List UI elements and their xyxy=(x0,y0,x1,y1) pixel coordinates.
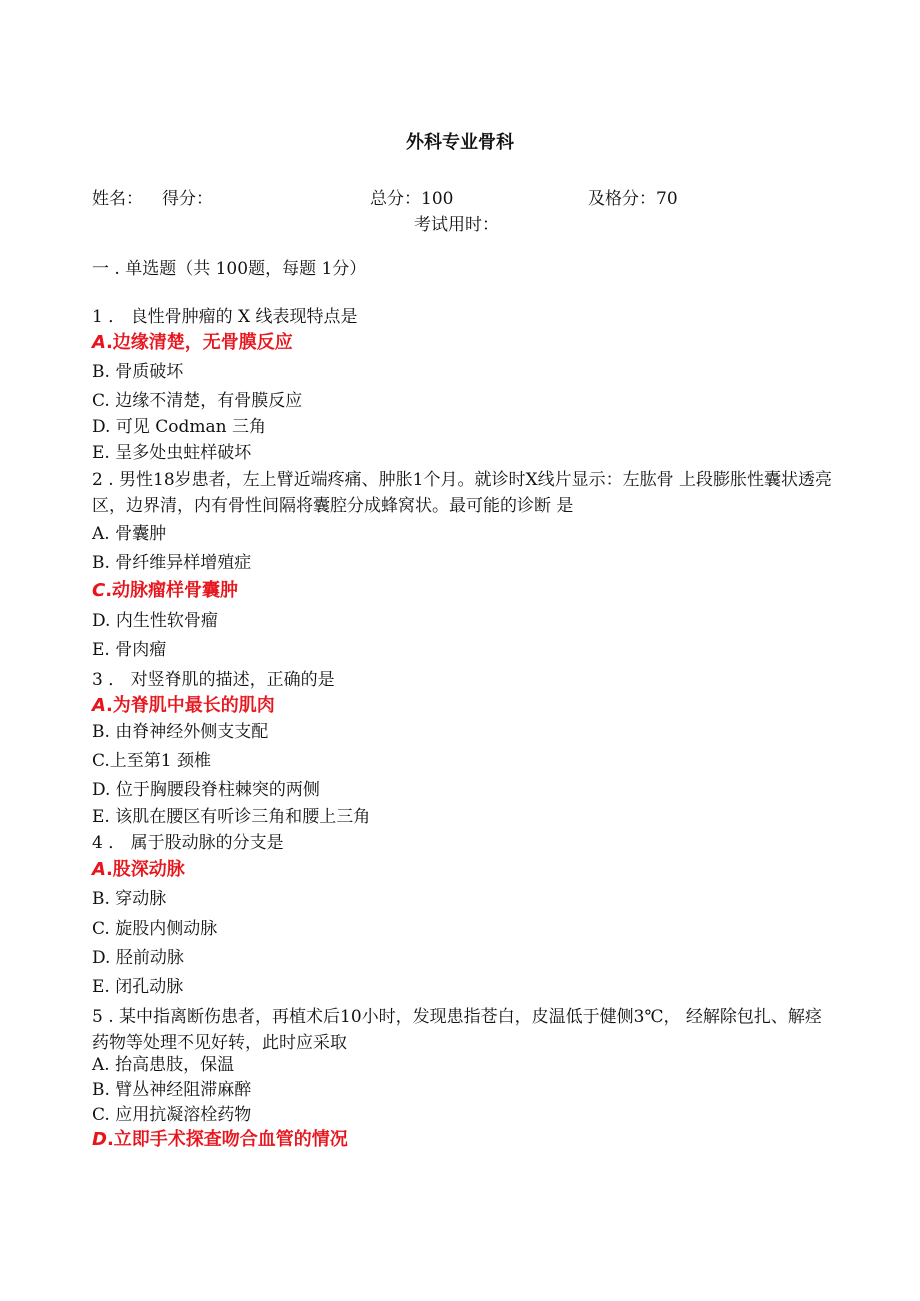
answer-option-correct xyxy=(92,1128,348,1152)
option-text: .边缘清楚，无骨膜反应 xyxy=(105,332,293,353)
answer-option xyxy=(92,749,211,773)
option-key: C xyxy=(92,391,105,411)
option-key: D xyxy=(92,611,106,631)
answer-option xyxy=(92,778,320,802)
option-key: A xyxy=(92,859,106,880)
answer-option xyxy=(92,1053,234,1077)
option-text: . 骨质破坏 xyxy=(104,362,184,382)
answer-option xyxy=(92,1078,251,1102)
option-key: A xyxy=(92,332,106,353)
answer-option xyxy=(92,522,166,546)
answer-option-correct xyxy=(92,579,238,603)
option-key: C xyxy=(92,751,105,771)
option-text: .立即手术探查吻合血管的情况 xyxy=(106,1129,348,1150)
answer-option xyxy=(92,389,302,413)
question-stem: 1 ． 良性骨肿瘤的 X 线表现特点是 xyxy=(92,307,358,327)
option-text: . 位于胸腰段脊柱棘突的两侧 xyxy=(105,780,320,800)
answer-option xyxy=(92,887,166,911)
exam-time-label: 考试用时： xyxy=(414,215,499,235)
option-text: . 闭孔动脉 xyxy=(104,977,184,997)
option-text: . 胫前动脉 xyxy=(105,948,184,968)
answer-option xyxy=(92,946,184,970)
passing-score-label: 及格分：70 xyxy=(588,189,678,209)
total-score-label: 总分：100 xyxy=(370,189,454,209)
option-text: . 由脊神经外侧支支配 xyxy=(104,722,269,742)
answer-option-correct xyxy=(92,694,275,718)
option-key: E xyxy=(92,807,105,827)
option-text: . 内生性软骨瘤 xyxy=(105,611,218,631)
option-key: A xyxy=(92,695,106,716)
answer-option xyxy=(92,720,268,744)
option-key: B xyxy=(92,722,105,742)
answer-option xyxy=(92,415,266,439)
option-text: . 穿动脉 xyxy=(104,889,167,909)
option-key: A xyxy=(92,524,105,544)
option-text: . 该肌在腰区有听诊三角和腰上三角 xyxy=(104,807,371,827)
option-text: .为脊肌中最长的肌肉 xyxy=(105,695,275,716)
option-key: B xyxy=(92,362,105,382)
answer-option xyxy=(92,638,166,662)
question-stem: 5 . 某中指离断伤患者，再植术后10小时，发现患指苍白，皮温低于健侧3℃， 经解除包扎、解痉药物等处理不见好转，此时应采取 xyxy=(92,1007,822,1053)
answer-option-correct xyxy=(92,858,185,882)
answer-option xyxy=(92,360,183,384)
option-key: D xyxy=(92,1129,107,1150)
option-text: . 骨囊肿 xyxy=(104,524,167,544)
question-stem: 4 ． 属于股动脉的分支是 xyxy=(92,833,284,853)
option-key: E xyxy=(92,443,105,463)
answer-option xyxy=(92,805,370,829)
answer-option xyxy=(92,551,251,575)
question-stem: 2 . 男性18岁患者，左上臂近端疼痛、肿胀1个月。就诊时X线片显示：左肱骨 上段膨胀性囊状透亮区，边界清，内有骨性间隔将囊腔分成蜂窝状。最可能的诊断 是 xyxy=(92,470,832,516)
option-key: E xyxy=(92,640,105,660)
option-key: B xyxy=(92,889,105,909)
section-heading: 一 . 单选题（共 100题，每题 1分） xyxy=(92,259,367,279)
option-key: B xyxy=(92,553,105,573)
answer-option xyxy=(92,441,251,465)
option-text: .动脉瘤样骨囊肿 xyxy=(105,580,239,601)
answer-option xyxy=(92,1103,251,1127)
option-text: . 旋股内侧动脉 xyxy=(104,919,218,939)
name-label: 姓名： xyxy=(92,189,143,209)
option-key: B xyxy=(92,1080,105,1100)
answer-option xyxy=(92,917,217,941)
option-text: . 呈多处虫蛀样破坏 xyxy=(104,443,252,463)
answer-option xyxy=(92,975,183,999)
option-key: D xyxy=(92,780,106,800)
answer-option-correct xyxy=(92,331,293,355)
option-text: . 应用抗凝溶栓药物 xyxy=(104,1105,252,1125)
option-key: C xyxy=(92,580,106,601)
option-text: . 可见 Codman 三角 xyxy=(105,417,266,437)
option-key: D xyxy=(92,417,106,437)
exam-title: 外科专业骨科 xyxy=(406,132,514,153)
score-label: 得分： xyxy=(162,189,213,209)
option-key: C xyxy=(92,1105,105,1125)
option-key: A xyxy=(92,1055,105,1075)
option-text: . 骨肉瘤 xyxy=(104,640,167,660)
question-stem: 3 ． 对竖脊肌的描述，正确的是 xyxy=(92,670,335,690)
option-text: .股深动脉 xyxy=(105,859,185,880)
option-key: E xyxy=(92,977,105,997)
option-text: . 抬高患肢，保温 xyxy=(104,1055,235,1075)
option-text: . 边缘不清楚，有骨膜反应 xyxy=(104,391,303,411)
option-key: D xyxy=(92,948,106,968)
answer-option xyxy=(92,609,218,633)
option-text: . 骨纤维异样增殖症 xyxy=(104,553,252,573)
option-text: . 臂丛神经阻滞麻醉 xyxy=(104,1080,252,1100)
option-text: .上至第1 颈椎 xyxy=(104,751,212,771)
option-key: C xyxy=(92,919,105,939)
